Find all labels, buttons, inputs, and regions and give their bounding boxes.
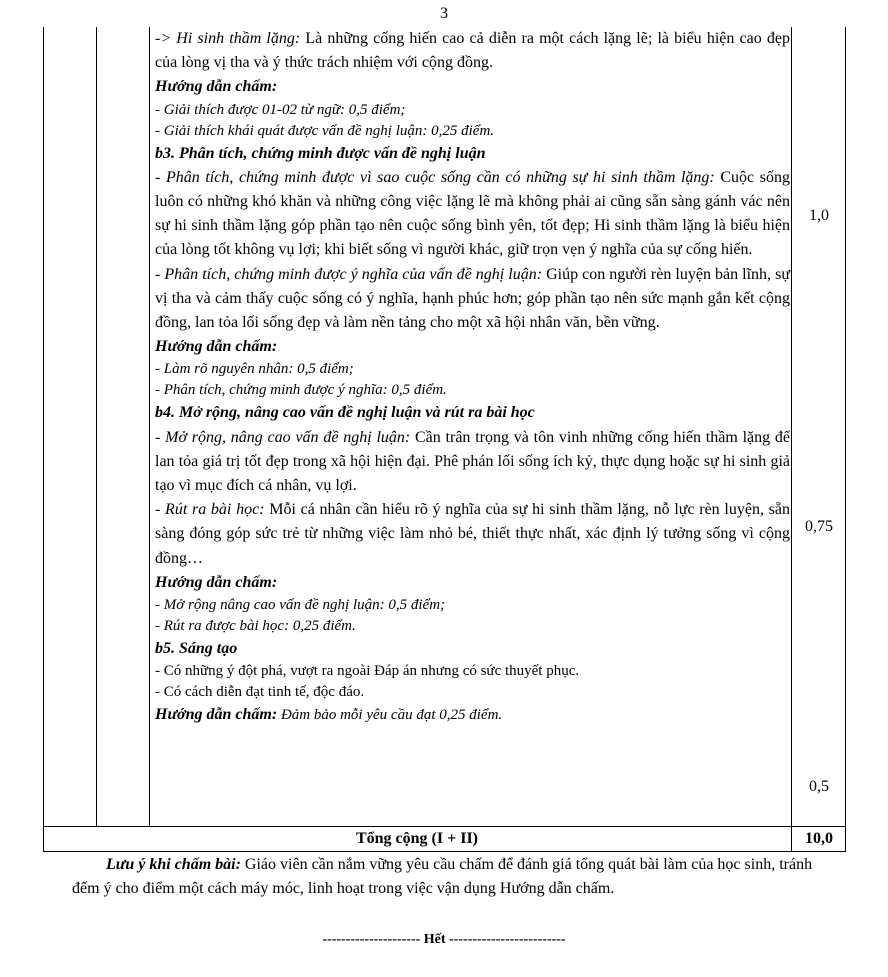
section-b5-heading: b5. Sáng tạo	[155, 640, 238, 658]
grading-guide-heading: Hướng dẫn chấm:	[155, 573, 278, 591]
grading-guide-line: - Rút ra được bài học: 0,25 điểm.	[155, 618, 356, 635]
section-b3-paragraph-1: - Phân tích, chứng minh được vì sao cuộc sống cần có những sự hi sinh thầm lặng: Cuộc sống luôn có những khó khăn và những công việc lặng lẽ mà không phải ai cũng sẵn sàng gánh vác nên sự hi sinh thầm lặng góp phần tạo nên cuộc sống bình yên, tốt đẹp; Hi sinh thầm lặng là biểu hiện của lòng tốt không vụ lợi; khi biết sống vì người khác, giữ trọn vẹn ý nghĩa của sự cống hiến.	[155, 168, 791, 259]
grading-guide-line: - Phân tích, chứng minh được ý nghĩa: 0,5 điểm.	[155, 382, 447, 399]
grading-guide-line: - Mở rộng nâng cao vấn đề nghị luận: 0,5 điểm;	[155, 597, 446, 614]
grading-guide-heading: Hướng dẫn chấm:	[155, 78, 278, 96]
grading-guide-line: - Làm rõ nguyên nhân: 0,5 điểm;	[155, 361, 354, 378]
total-label: Tổng cộng (I + II)	[355, 830, 479, 847]
grading-guide-line: - Giải thích được 01-02 từ ngữ: 0,5 điểm;	[155, 101, 406, 118]
table-content-cell	[155, 27, 790, 727]
page-number: 3	[440, 5, 448, 22]
paragraph-hi-sinh-tham-lang: -> Hi sinh thầm lặng: Là những cống hiến cao cả diễn ra một cách lặng lẽ; là biểu hiện cao đẹp của lòng vị tha và ý thức trách nhiệm với cộng đồng.	[155, 30, 790, 72]
section-b5-line: - Có những ý đột phá, vượt ra ngoài Đáp án nhưng có sức thuyết phục.	[155, 663, 580, 680]
total-score: 10,0	[805, 830, 833, 847]
end-marker: --------------------- Hết -------------------------	[322, 932, 566, 947]
section-b4-heading: b4. Mở rộng, nâng cao vấn đề nghị luận và rút ra bài học	[155, 404, 535, 422]
section-b5-line: - Có cách diễn đạt tinh tế, độc đáo.	[155, 684, 365, 701]
section-b4-paragraph-1: - Mở rộng, nâng cao vấn đề nghị luận: Cần trân trọng và tôn vinh những cống hiến thầm lặng để lan tỏa giá trị tốt đẹp trong xã hội hiện đại. Phê phán lối sống ích kỷ, thực dụng hoặc sự hi sinh giả tạo vì mục đích cá nhân, vụ lợi.	[155, 428, 790, 495]
section-b5-guide: Hướng dẫn chấm: Đảm bảo mỗi yêu cầu đạt 0,25 điểm.	[155, 706, 503, 724]
grading-guide-line: - Giải thích khái quát được vấn đề nghị luận: 0,25 điểm.	[155, 122, 495, 139]
section-b3-heading: b3. Phân tích, chứng minh được vấn đề nghị luận	[155, 144, 486, 162]
section-b3-paragraph-2: - Phân tích, chứng minh được ý nghĩa của vấn đề nghị luận: Giúp con người rèn luyện bản lĩnh, sự vị tha và cảm thấy cuộc sống có ý nghĩa, hạnh phúc hơn; góp phần tạo nên sức mạnh gắn kết cộng đồng, lan tỏa lối sống đẹp và làm nền tảng cho một xã hội nhân văn, bền vững.	[155, 265, 790, 332]
score-b4: 0,75	[805, 518, 833, 535]
section-b4-paragraph-2: - Rút ra bài học: Mỗi cá nhân cần hiểu rõ ý nghĩa của sự hi sinh thầm lặng, nỗ lực rèn luyện, sẵn sàng đóng góp sức trẻ từ những việc làm nhỏ bé, thiết thực nhất, xác định lý tưởng sống vì cộng đồng…	[155, 501, 790, 567]
score-b5: 0,5	[809, 778, 829, 795]
score-b3: 1,0	[809, 207, 829, 224]
grading-note: Lưu ý khi chấm bài: Giáo viên cần nắm vững yêu cầu chấm để đánh giá tổng quát bài làm của học sinh, tránh đếm ý cho điểm một cách máy móc, linh hoạt trong việc vận dụng Hướng dẫn chấm.	[72, 856, 813, 897]
grading-guide-heading: Hướng dẫn chấm:	[155, 338, 278, 356]
